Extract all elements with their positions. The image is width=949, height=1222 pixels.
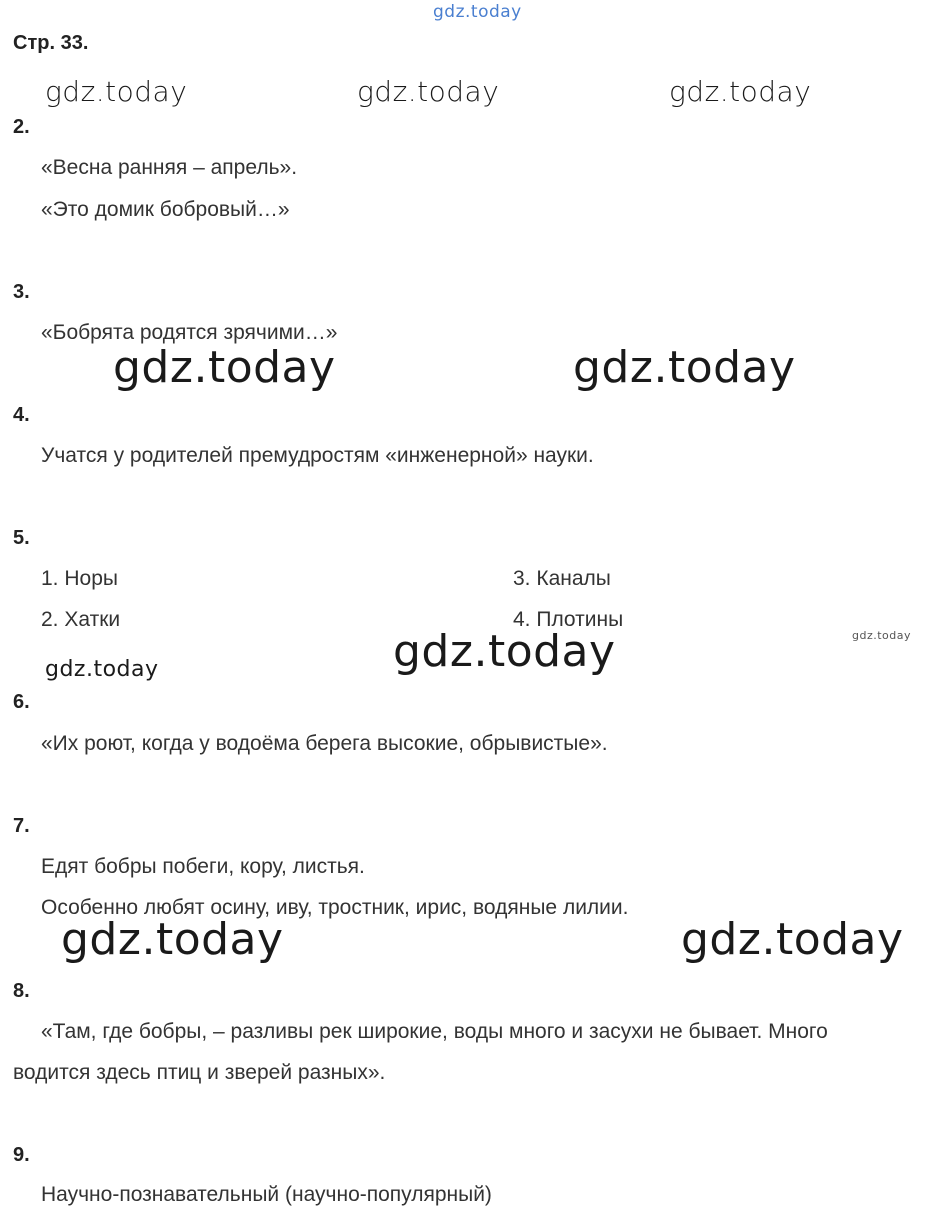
watermark: gdz.today (45, 75, 188, 108)
list-item: 4. Плотины (513, 608, 624, 631)
task-number: 5. (13, 527, 30, 549)
task-answer-line: Учатся у родителей премудростям «инженерной» науки. (41, 444, 594, 467)
watermark: gdz.today (852, 629, 912, 642)
watermark: gdz.today (433, 2, 522, 22)
watermark: gdz.today (669, 75, 812, 108)
task-number: 8. (13, 980, 30, 1002)
watermark: gdz.today (45, 657, 159, 682)
task-number: 4. (13, 404, 30, 426)
watermark: gdz.today (113, 342, 336, 393)
task-number: 3. (13, 281, 30, 303)
task-number: 7. (13, 815, 30, 837)
list-item: 3. Каналы (513, 567, 611, 590)
watermark: gdz.today (573, 342, 796, 393)
task-number: 9. (13, 1144, 30, 1166)
watermark: gdz.today (61, 914, 284, 965)
task-number: 6. (13, 691, 30, 713)
task-answer-line: Особенно любят осину, иву, тростник, ирис, водяные лилии. (41, 896, 629, 919)
task-answer-line: «Бобрята родятся зрячими…» (41, 321, 338, 344)
watermark: gdz.today (393, 626, 616, 677)
task-answer-line: «Это домик бобровый…» (41, 198, 290, 221)
task-number: 2. (13, 116, 30, 138)
task-answer-line: «Там, где бобры, – разливы рек широкие, воды много и засухи не бывает. Много (41, 1020, 828, 1043)
list-item: 2. Хатки (41, 608, 121, 631)
watermark: gdz.today (681, 914, 904, 965)
watermark: gdz.today (357, 75, 500, 108)
task-answer-line: Едят бобры побеги, кору, листья. (41, 855, 365, 878)
task-answer-line: водится здесь птиц и зверей разных». (13, 1061, 386, 1084)
task-answer-line: «Их роют, когда у водоёма берега высокие, обрывистые». (41, 732, 608, 755)
page-title: Стр. 33. (13, 32, 89, 54)
task-answer-line: «Весна ранняя – апрель». (41, 156, 298, 179)
task-answer-line: Научно-познавательный (научно-популярный) (41, 1183, 492, 1206)
list-item: 1. Норы (41, 567, 118, 590)
